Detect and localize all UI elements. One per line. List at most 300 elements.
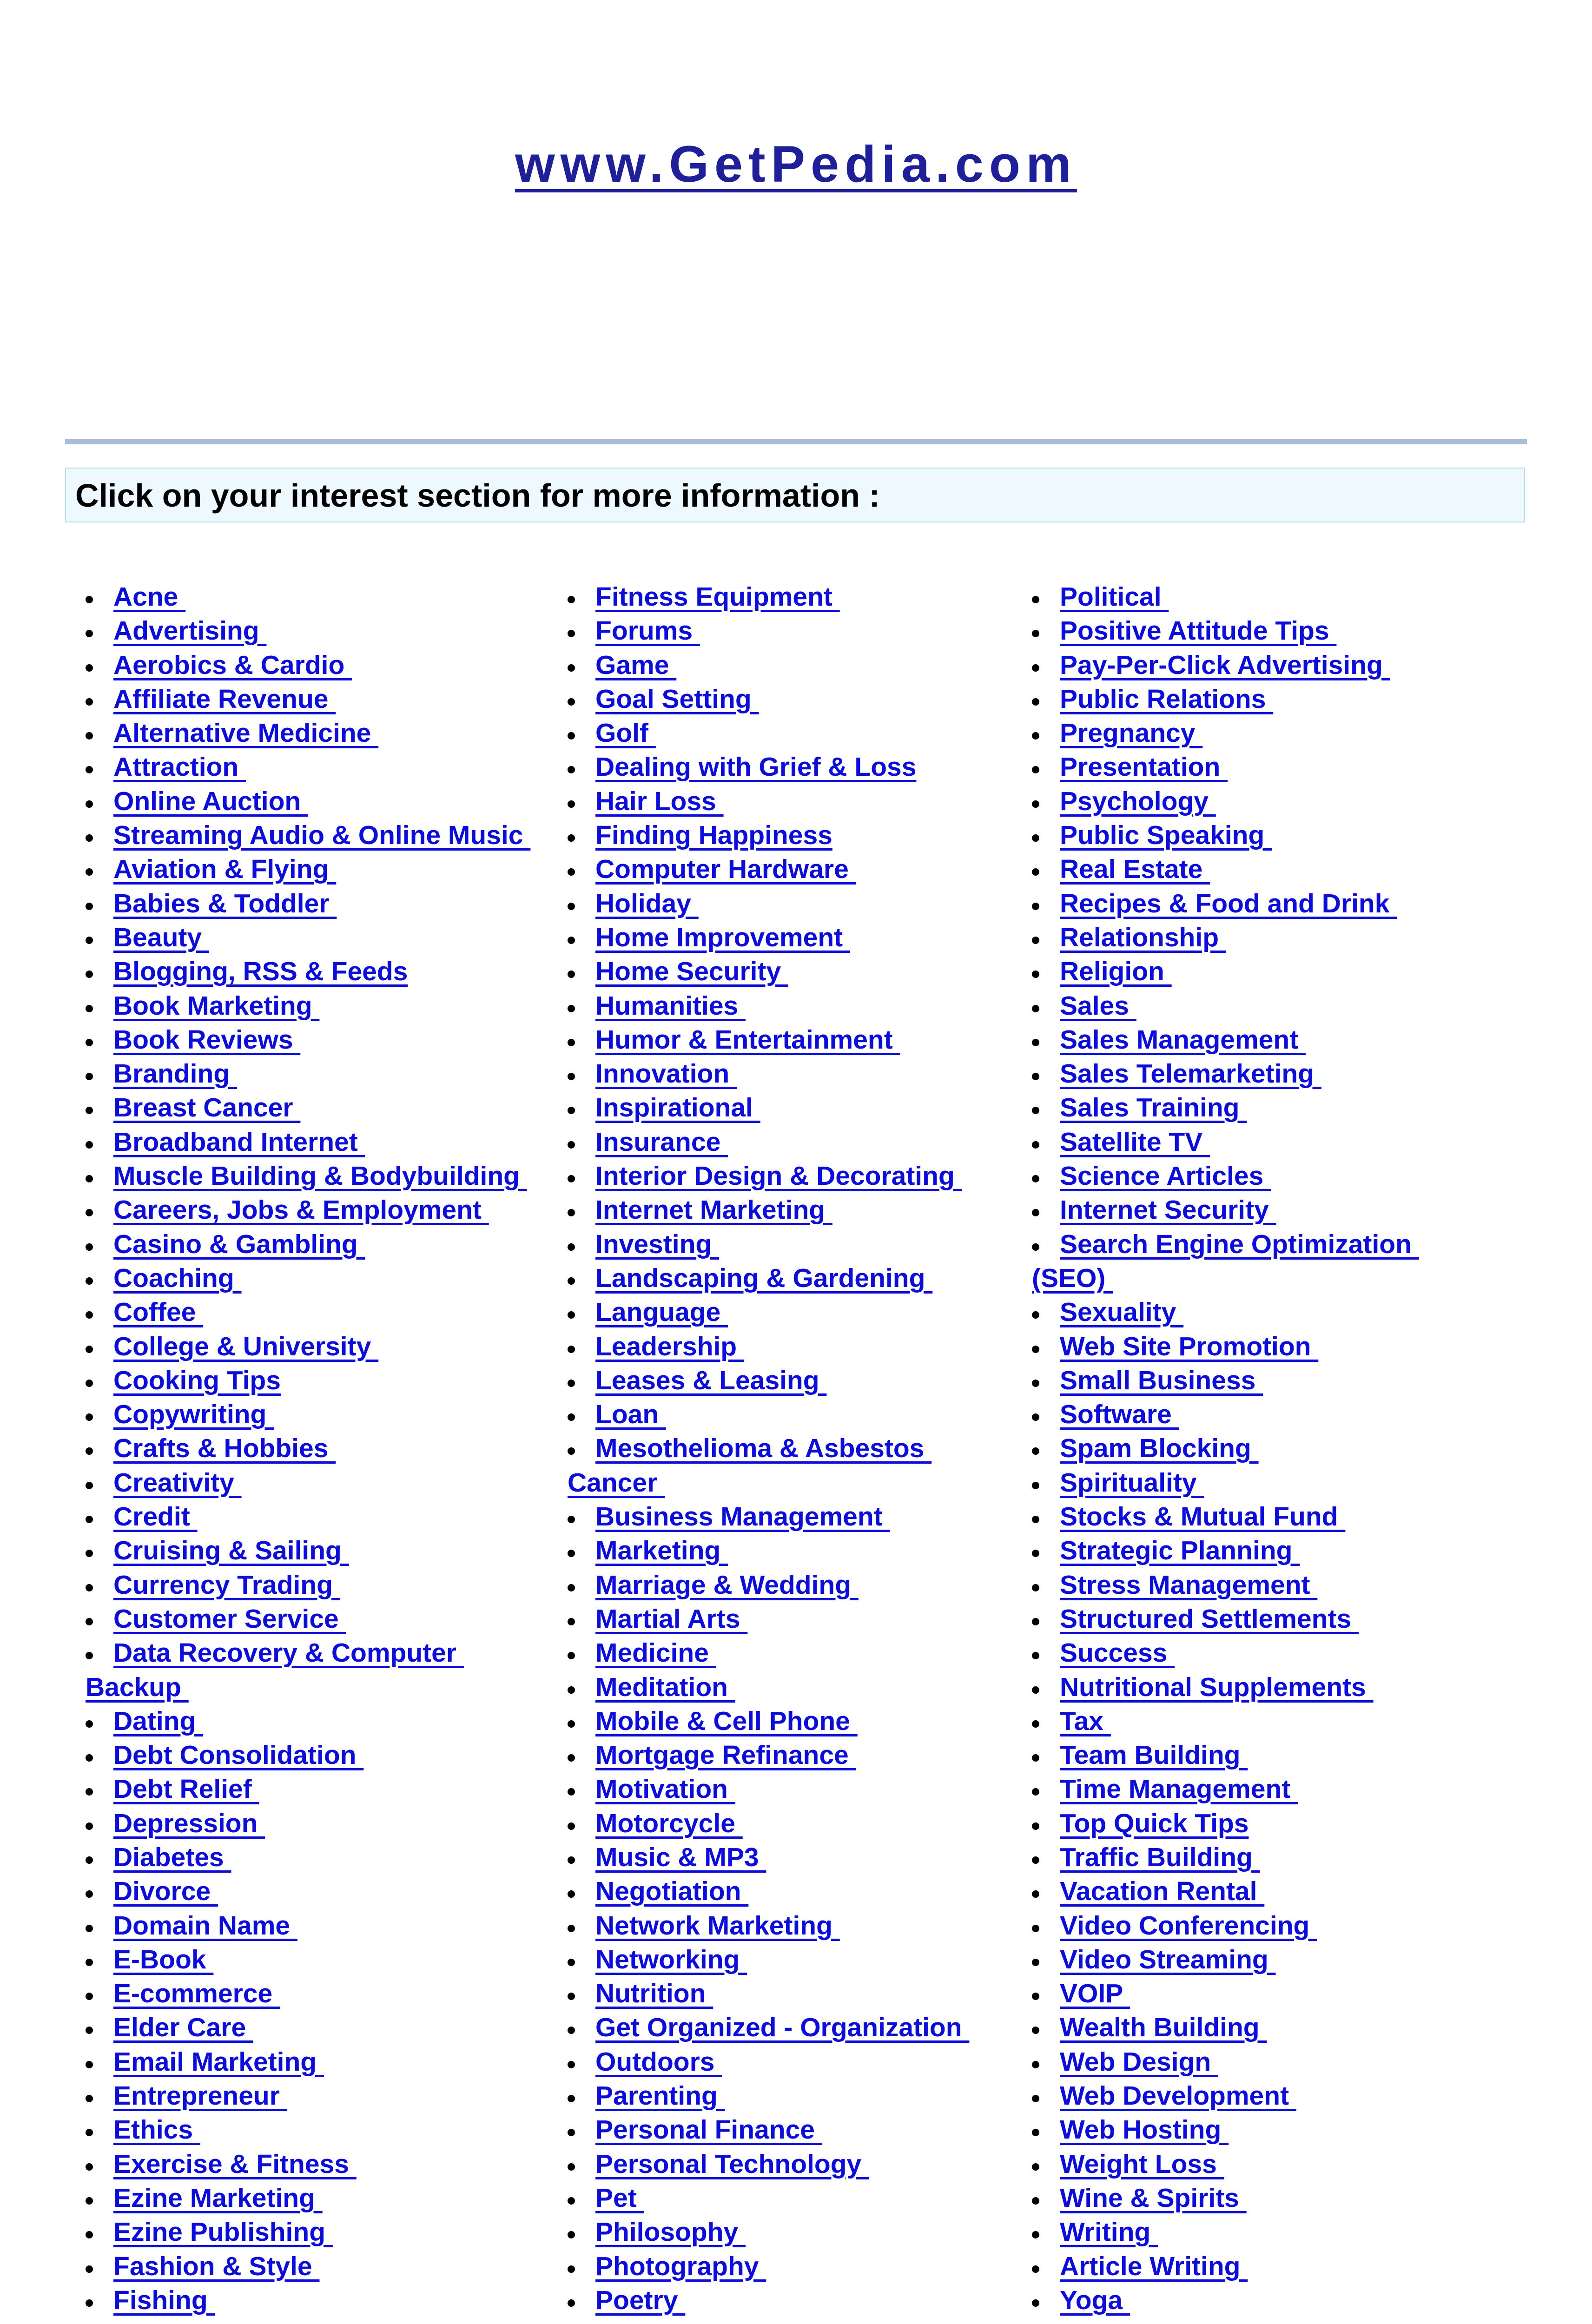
instruction-banner bbox=[65, 468, 1525, 522]
topic-link[interactable]: Sexuality bbox=[1060, 1297, 1184, 1327]
bullet-icon bbox=[86, 1277, 93, 1285]
bullet-icon bbox=[568, 1380, 575, 1387]
topic-link[interactable]: Stress Management bbox=[1060, 1570, 1318, 1600]
topic-link[interactable]: Spirituality bbox=[1060, 1467, 1204, 1498]
topic-link[interactable]: Yoga bbox=[1060, 2285, 1130, 2315]
topic-link[interactable]: Coaching bbox=[113, 1263, 242, 1293]
bullet-icon bbox=[86, 1788, 93, 1796]
topic-link[interactable]: Fashion & Style bbox=[113, 2251, 320, 2281]
topic-link[interactable]: Personal Finance bbox=[595, 2115, 822, 2145]
topic-link[interactable]: Cooking Tips bbox=[113, 1365, 281, 1395]
topic-link[interactable]: Parenting bbox=[595, 2081, 725, 2111]
bullet-icon bbox=[568, 1311, 575, 1319]
topic-link[interactable]: Philosophy bbox=[595, 2217, 746, 2247]
bullet-icon bbox=[568, 1005, 575, 1012]
topic-link[interactable]: Depression bbox=[113, 1808, 265, 1838]
bullet-icon bbox=[568, 1039, 575, 1046]
site-title bbox=[0, 135, 1592, 194]
bullet-icon bbox=[568, 937, 575, 944]
topic-link[interactable]: Wine & Spirits bbox=[1060, 2183, 1247, 2213]
topic-link[interactable]: Get Organized - Organization bbox=[595, 2013, 970, 2043]
topic-link[interactable]: Credit bbox=[113, 1502, 198, 1532]
topic-link[interactable]: Nutritional Supplements bbox=[1060, 1672, 1374, 1702]
topic-link[interactable]: Insurance bbox=[595, 1127, 728, 1157]
topic-link[interactable]: Business Management bbox=[595, 1502, 890, 1532]
bullet-icon bbox=[1032, 1993, 1039, 2000]
bullet-icon bbox=[86, 1652, 93, 1659]
topic-link[interactable]: Medicine bbox=[595, 1638, 716, 1668]
bullet-icon bbox=[86, 1584, 93, 1591]
topic-link[interactable]: Web Hosting bbox=[1060, 2115, 1229, 2145]
topic-link[interactable]: Branding bbox=[113, 1059, 237, 1089]
bullet-icon bbox=[568, 1209, 575, 1216]
topic-link[interactable]: Cruising & Sailing bbox=[113, 1536, 349, 1566]
topic-link[interactable]: Wealth Building bbox=[1060, 2013, 1267, 2043]
topic-link[interactable]: Leadership bbox=[595, 1331, 744, 1361]
bullet-icon bbox=[568, 1754, 575, 1762]
topic-link[interactable]: Photography bbox=[595, 2251, 766, 2281]
topic-link[interactable]: Meditation bbox=[595, 1672, 735, 1702]
bullet-icon bbox=[86, 1141, 93, 1149]
bullet-icon bbox=[86, 1039, 93, 1046]
bullet-icon bbox=[1032, 971, 1039, 978]
bullet-icon bbox=[86, 2095, 93, 2102]
bullet-icon bbox=[86, 1005, 93, 1012]
topic-link[interactable]: Spam Blocking bbox=[1060, 1433, 1259, 1464]
topic-link[interactable]: Time Management bbox=[1060, 1774, 1298, 1804]
topic-link[interactable]: Domain Name bbox=[113, 1910, 297, 1941]
bullet-icon bbox=[86, 1447, 93, 1455]
bullet-icon bbox=[568, 971, 575, 978]
bullet-icon bbox=[86, 1925, 93, 1932]
topic-link[interactable]: Careers, Jobs & Employment bbox=[113, 1195, 489, 1225]
topic-link[interactable]: Fitness Equipment bbox=[595, 582, 840, 612]
bullet-icon bbox=[1032, 698, 1039, 706]
bullet-icon bbox=[568, 2027, 575, 2034]
bullet-icon bbox=[568, 1925, 575, 1932]
bullet-icon bbox=[86, 1822, 93, 1830]
bullet-icon bbox=[1032, 903, 1039, 910]
topic-link[interactable]: Affiliate Revenue bbox=[113, 684, 336, 714]
bullet-icon bbox=[568, 1890, 575, 1898]
bullet-icon bbox=[1032, 2095, 1039, 2102]
bullet-icon bbox=[86, 1618, 93, 1625]
horizontal-divider bbox=[65, 439, 1527, 444]
bullet-icon bbox=[1032, 1380, 1039, 1387]
bullet-icon bbox=[568, 1277, 575, 1285]
topic-link[interactable]: Mesothelioma & Asbestos bbox=[595, 1433, 932, 1464]
bullet-icon bbox=[86, 1311, 93, 1319]
topic-link[interactable]: Small Business bbox=[1060, 1365, 1263, 1395]
topic-link[interactable]: Holiday bbox=[595, 888, 699, 918]
bullet-icon bbox=[1032, 1890, 1039, 1898]
bullet-icon bbox=[568, 2299, 575, 2307]
topic-link[interactable]: Home Security bbox=[595, 957, 788, 987]
bullet-icon bbox=[568, 732, 575, 739]
bullet-icon bbox=[568, 698, 575, 706]
topic-link[interactable]: Pregnancy bbox=[1060, 718, 1203, 748]
topic-link[interactable]: Internet Security bbox=[1060, 1195, 1276, 1225]
topic-link[interactable]: Goal Setting bbox=[595, 684, 759, 714]
bullet-icon bbox=[1032, 937, 1039, 944]
bullet-icon bbox=[568, 903, 575, 910]
bullet-icon bbox=[1032, 1175, 1039, 1182]
topic-link[interactable]: Book Marketing bbox=[113, 990, 320, 1021]
bullet-icon bbox=[568, 1413, 575, 1421]
instruction-text: Click on your interest section for more information : bbox=[75, 477, 880, 514]
topic-link[interactable]: Team Building bbox=[1060, 1740, 1248, 1770]
bullet-icon bbox=[1032, 834, 1039, 842]
topic-link[interactable]: Coffee bbox=[113, 1297, 204, 1327]
bullet-icon bbox=[568, 1993, 575, 2000]
topic-link[interactable]: Marketing bbox=[595, 1536, 728, 1566]
topic-link[interactable]: Sales bbox=[1060, 990, 1136, 1021]
bullet-icon bbox=[1032, 2163, 1039, 2171]
bullet-icon bbox=[86, 2129, 93, 2136]
topic-link[interactable]: Pet bbox=[595, 2183, 644, 2213]
topic-link[interactable]: Alternative Medicine bbox=[113, 718, 379, 748]
bullet-icon bbox=[86, 971, 93, 978]
bullet-icon bbox=[568, 1788, 575, 1796]
bullet-icon bbox=[568, 1856, 575, 1864]
bullet-icon bbox=[1032, 2265, 1039, 2273]
topic-link[interactable]: Fishing bbox=[113, 2285, 215, 2315]
bullet-icon bbox=[568, 664, 575, 672]
bullet-icon bbox=[1032, 1856, 1039, 1864]
bullet-icon bbox=[1032, 1788, 1039, 1796]
topic-link[interactable]: Search Engine Optimization bbox=[1060, 1229, 1419, 1259]
topic-link[interactable]: Loan bbox=[595, 1400, 666, 1430]
topic-link[interactable]: Top Quick Tips bbox=[1060, 1808, 1249, 1838]
bullet-icon bbox=[1032, 1516, 1039, 1523]
topic-link[interactable]: (SEO) bbox=[1032, 1263, 1113, 1293]
topic-link[interactable]: Poetry bbox=[595, 2285, 686, 2315]
bullet-icon bbox=[568, 1822, 575, 1830]
bullet-icon bbox=[1032, 1005, 1039, 1012]
topic-link[interactable]: Traffic Building bbox=[1060, 1842, 1260, 1872]
bullet-icon bbox=[86, 1243, 93, 1251]
bullet-icon bbox=[1032, 1346, 1039, 1353]
topic-link[interactable]: Networking bbox=[595, 1944, 747, 1974]
bullet-icon bbox=[1032, 630, 1039, 637]
topic-link[interactable]: Strategic Planning bbox=[1060, 1536, 1300, 1566]
bullet-icon bbox=[86, 664, 93, 672]
bullet-icon bbox=[86, 1993, 93, 2000]
topic-link[interactable]: Tax bbox=[1060, 1706, 1111, 1736]
bullet-icon bbox=[1032, 1584, 1039, 1591]
topic-link[interactable]: Network Marketing bbox=[595, 1910, 840, 1941]
bullet-icon bbox=[568, 1107, 575, 1114]
topic-link[interactable]: Attraction bbox=[113, 752, 246, 782]
topic-link[interactable]: Muscle Building & Bodybuilding bbox=[113, 1161, 527, 1191]
topic-link[interactable]: Success bbox=[1060, 1638, 1175, 1668]
bullet-icon bbox=[1032, 1447, 1039, 1455]
bullet-icon bbox=[1032, 1243, 1039, 1251]
topic-link[interactable]: Recipes & Food and Drink bbox=[1060, 888, 1397, 918]
topic-link[interactable]: Political bbox=[1060, 582, 1169, 612]
bullet-icon bbox=[568, 1550, 575, 1557]
bullet-icon bbox=[1032, 1720, 1039, 1728]
topic-link[interactable]: Video Streaming bbox=[1060, 1944, 1276, 1974]
topic-link[interactable]: Article Writing bbox=[1060, 2251, 1248, 2281]
topic-link[interactable]: Positive Attitude Tips bbox=[1060, 616, 1337, 646]
topic-link[interactable]: Interior Design & Decorating bbox=[595, 1161, 962, 1191]
bullet-icon bbox=[1032, 1209, 1039, 1216]
topic-link[interactable]: Innovation bbox=[595, 1059, 737, 1089]
bullet-icon bbox=[86, 2231, 93, 2238]
topic-link[interactable]: Negotiation bbox=[595, 1876, 749, 1907]
bullet-icon bbox=[568, 1959, 575, 1966]
topic-link[interactable]: Real Estate bbox=[1060, 854, 1210, 885]
bullet-icon bbox=[86, 2027, 93, 2034]
bullet-icon bbox=[86, 732, 93, 739]
topic-link[interactable]: Religion bbox=[1060, 957, 1172, 987]
bullet-icon bbox=[568, 2265, 575, 2273]
topic-link[interactable]: Entrepreneur bbox=[113, 2081, 287, 2111]
bullet-icon bbox=[1032, 664, 1039, 672]
topic-link[interactable]: Mortgage Refinance bbox=[595, 1740, 856, 1770]
bullet-icon bbox=[1032, 1073, 1039, 1080]
bullet-icon bbox=[86, 834, 93, 842]
topic-link[interactable]: Dating bbox=[113, 1706, 204, 1736]
bullet-icon bbox=[86, 800, 93, 808]
topic-link[interactable]: Hair Loss bbox=[595, 786, 724, 816]
topic-link[interactable]: Streaming Audio & Online Music bbox=[113, 820, 531, 851]
bullet-icon bbox=[86, 2197, 93, 2205]
topic-link[interactable]: Pay-Per-Click Advertising bbox=[1060, 650, 1390, 680]
bullet-icon bbox=[568, 596, 575, 603]
topic-link[interactable]: Ethics bbox=[113, 2115, 200, 2145]
bullet-icon bbox=[1032, 1482, 1039, 1489]
topic-link[interactable]: Advertising bbox=[113, 616, 267, 646]
bullet-icon bbox=[86, 1550, 93, 1557]
topic-link[interactable]: E-Book bbox=[113, 1944, 214, 1974]
topic-link[interactable]: Exercise & Fitness bbox=[113, 2149, 357, 2179]
topic-link[interactable]: Sales Training bbox=[1060, 1093, 1247, 1123]
bullet-icon bbox=[1032, 2027, 1039, 2034]
bullet-icon bbox=[86, 2163, 93, 2171]
topic-link[interactable]: Computer Hardware bbox=[595, 854, 856, 885]
topic-link[interactable]: Motivation bbox=[595, 1774, 735, 1804]
topic-link[interactable]: Ezine Publishing bbox=[113, 2217, 333, 2247]
topic-link[interactable]: Book Reviews bbox=[113, 1024, 301, 1055]
topic-link[interactable]: Stocks & Mutual Fund bbox=[1060, 1502, 1346, 1532]
bullet-icon bbox=[86, 596, 93, 603]
topic-link[interactable]: Science Articles bbox=[1060, 1161, 1271, 1191]
bullet-icon bbox=[86, 698, 93, 706]
topic-link[interactable]: Broadband Internet bbox=[113, 1127, 365, 1157]
bullet-icon bbox=[86, 1413, 93, 1421]
bullet-icon bbox=[568, 2197, 575, 2205]
bullet-icon bbox=[86, 1482, 93, 1489]
topic-link[interactable]: Babies & Toddler bbox=[113, 888, 337, 918]
topic-link[interactable]: Copywriting bbox=[113, 1400, 274, 1430]
bullet-icon bbox=[568, 2163, 575, 2171]
topic-link[interactable]: Mobile & Cell Phone bbox=[595, 1706, 858, 1736]
topic-link[interactable]: Language bbox=[595, 1297, 728, 1327]
topic-link[interactable]: Blogging, RSS & Feeds bbox=[113, 957, 408, 987]
site-title-link[interactable]: www.GetPedia.com bbox=[515, 136, 1077, 193]
bullet-icon bbox=[86, 1346, 93, 1353]
bullet-icon bbox=[1032, 1686, 1039, 1694]
bullet-icon bbox=[86, 1107, 93, 1114]
bullet-icon bbox=[86, 1516, 93, 1523]
topic-link[interactable]: Presentation bbox=[1060, 752, 1228, 782]
bullet-icon bbox=[1032, 2129, 1039, 2136]
topic-link[interactable]: Humor & Entertainment bbox=[595, 1024, 900, 1055]
topic-link[interactable]: Humanities bbox=[595, 990, 746, 1021]
topic-link[interactable]: Email Marketing bbox=[113, 2047, 324, 2077]
topic-link[interactable]: Vacation Rental bbox=[1060, 1876, 1265, 1907]
topic-link[interactable]: Outdoors bbox=[595, 2047, 722, 2077]
topic-link[interactable]: Inspirational bbox=[595, 1093, 760, 1123]
topic-link[interactable]: Diabetes bbox=[113, 1842, 231, 1872]
topic-link[interactable]: Music & MP3 bbox=[595, 1842, 766, 1872]
bullet-icon bbox=[568, 1652, 575, 1659]
topic-link[interactable]: Divorce bbox=[113, 1876, 218, 1907]
topic-link[interactable]: Writing bbox=[1060, 2217, 1158, 2247]
bullet-icon bbox=[1032, 596, 1039, 603]
topic-link[interactable]: Personal Technology bbox=[595, 2149, 869, 2179]
bullet-icon bbox=[568, 1243, 575, 1251]
topic-link[interactable]: Psychology bbox=[1060, 786, 1216, 816]
bullet-icon bbox=[1032, 2061, 1039, 2068]
bullet-icon bbox=[568, 800, 575, 808]
topic-link[interactable]: Aerobics & Cardio bbox=[113, 650, 352, 680]
topic-link[interactable]: Public Relations bbox=[1060, 684, 1274, 714]
topic-link[interactable]: Customer Service bbox=[113, 1604, 346, 1634]
bullet-icon bbox=[1032, 1959, 1039, 1966]
topic-link[interactable]: Breast Cancer bbox=[113, 1093, 301, 1123]
bullet-icon bbox=[86, 1380, 93, 1387]
bullet-icon bbox=[86, 2299, 93, 2307]
bullet-icon bbox=[568, 2231, 575, 2238]
topic-link[interactable]: Video Conferencing bbox=[1060, 1910, 1317, 1941]
bullet-icon bbox=[86, 2265, 93, 2273]
topic-link[interactable]: Motorcycle bbox=[595, 1808, 743, 1838]
topic-link[interactable]: Nutrition bbox=[595, 1979, 713, 2009]
topic-link[interactable]: Golf bbox=[595, 718, 656, 748]
topic-link[interactable]: Web Development bbox=[1060, 2081, 1296, 2111]
topic-link[interactable]: Home Improvement bbox=[595, 922, 850, 952]
bullet-icon bbox=[568, 1720, 575, 1728]
topic-link[interactable]: Online Auction bbox=[113, 786, 309, 816]
bullet-icon bbox=[568, 1346, 575, 1353]
bullet-icon bbox=[86, 937, 93, 944]
bullet-icon bbox=[1032, 2197, 1039, 2205]
topic-link[interactable]: Cancer bbox=[568, 1467, 665, 1498]
topic-link[interactable]: Relationship bbox=[1060, 922, 1226, 952]
bullet-icon bbox=[1032, 766, 1039, 773]
topic-link[interactable]: Investing bbox=[595, 1229, 720, 1259]
topic-link[interactable]: Martial Arts bbox=[595, 1604, 748, 1634]
bullet-icon bbox=[568, 1175, 575, 1182]
bullet-icon bbox=[1032, 1107, 1039, 1114]
topic-link[interactable]: VOIP bbox=[1060, 1979, 1130, 2009]
bullet-icon bbox=[1032, 1925, 1039, 1932]
bullet-icon bbox=[86, 1754, 93, 1762]
bullet-icon bbox=[568, 1584, 575, 1591]
bullet-icon bbox=[1032, 1754, 1039, 1762]
bullet-icon bbox=[568, 1686, 575, 1694]
topic-link[interactable]: Data Recovery & Computer bbox=[113, 1638, 464, 1668]
topic-link[interactable]: Crafts & Hobbies bbox=[113, 1433, 336, 1464]
topic-link[interactable]: Game bbox=[595, 650, 677, 680]
bullet-icon bbox=[568, 2095, 575, 2102]
topic-link[interactable]: Forums bbox=[595, 616, 700, 646]
bullet-icon bbox=[1032, 1039, 1039, 1046]
topic-link[interactable]: Internet Marketing bbox=[595, 1195, 832, 1225]
bullet-icon bbox=[86, 868, 93, 876]
bullet-icon bbox=[1032, 1822, 1039, 1830]
topic-link[interactable]: E-commerce bbox=[113, 1979, 280, 2009]
bullet-icon bbox=[568, 766, 575, 773]
topic-link[interactable]: Public Speaking bbox=[1060, 820, 1272, 851]
bullet-icon bbox=[568, 1618, 575, 1625]
topic-link[interactable]: Aviation & Flying bbox=[113, 854, 337, 885]
topic-link[interactable]: Weight Loss bbox=[1060, 2149, 1224, 2179]
bullet-icon bbox=[568, 1447, 575, 1455]
bullet-icon bbox=[86, 1073, 93, 1080]
topic-link[interactable]: Web Site Promotion bbox=[1060, 1331, 1319, 1361]
bullet-icon bbox=[1032, 1618, 1039, 1625]
topic-link[interactable]: Acne bbox=[113, 582, 186, 612]
topic-link[interactable]: Elder Care bbox=[113, 2013, 253, 2043]
bullet-icon bbox=[1032, 1550, 1039, 1557]
topic-link[interactable]: Web Design bbox=[1060, 2047, 1218, 2077]
bullet-icon bbox=[86, 1856, 93, 1864]
topic-link[interactable]: Software bbox=[1060, 1400, 1179, 1430]
bullet-icon bbox=[86, 1890, 93, 1898]
bullet-icon bbox=[86, 1209, 93, 1216]
bullet-icon bbox=[568, 1073, 575, 1080]
bullet-icon bbox=[568, 1516, 575, 1523]
bullet-icon bbox=[1032, 868, 1039, 876]
topic-link[interactable]: Marriage & Wedding bbox=[595, 1570, 859, 1600]
topic-link[interactable]: Ezine Marketing bbox=[113, 2183, 323, 2213]
bullet-icon bbox=[1032, 1141, 1039, 1149]
bullet-icon bbox=[568, 1141, 575, 1149]
topic-link[interactable]: College & University bbox=[113, 1331, 379, 1361]
bullet-icon bbox=[86, 1720, 93, 1728]
topic-link[interactable]: Leases & Leasing bbox=[595, 1365, 827, 1395]
bullet-icon bbox=[1032, 2299, 1039, 2307]
bullet-icon bbox=[86, 1175, 93, 1182]
bullet-icon bbox=[568, 630, 575, 637]
bullet-icon bbox=[1032, 800, 1039, 808]
topic-link[interactable]: Finding Happiness bbox=[595, 820, 832, 851]
bullet-icon bbox=[568, 834, 575, 842]
topic-link[interactable]: Structured Settlements bbox=[1060, 1604, 1359, 1634]
topic-link[interactable]: Currency Trading bbox=[113, 1570, 340, 1600]
topic-link[interactable]: Landscaping & Gardening bbox=[595, 1263, 933, 1293]
topic-link[interactable]: Satellite TV bbox=[1060, 1127, 1210, 1157]
topic-link[interactable]: Creativity bbox=[113, 1467, 242, 1498]
topic-link[interactable]: Debt Consolidation bbox=[113, 1740, 364, 1770]
topic-link[interactable]: Backup bbox=[86, 1672, 189, 1702]
bullet-icon bbox=[1032, 732, 1039, 739]
bullet-icon bbox=[568, 2061, 575, 2068]
topic-link[interactable]: Debt Relief bbox=[113, 1774, 259, 1804]
topic-link[interactable]: Beauty bbox=[113, 922, 209, 952]
bullet-icon bbox=[1032, 1652, 1039, 1659]
bullet-icon bbox=[1032, 2231, 1039, 2238]
bullet-icon bbox=[86, 766, 93, 773]
topic-link[interactable]: Casino & Gambling bbox=[113, 1229, 365, 1259]
topic-link[interactable]: Sales Telemarketing bbox=[1060, 1059, 1321, 1089]
topic-link[interactable]: Dealing with Grief & Loss bbox=[595, 752, 917, 782]
topic-link[interactable]: Sales Management bbox=[1060, 1024, 1306, 1055]
